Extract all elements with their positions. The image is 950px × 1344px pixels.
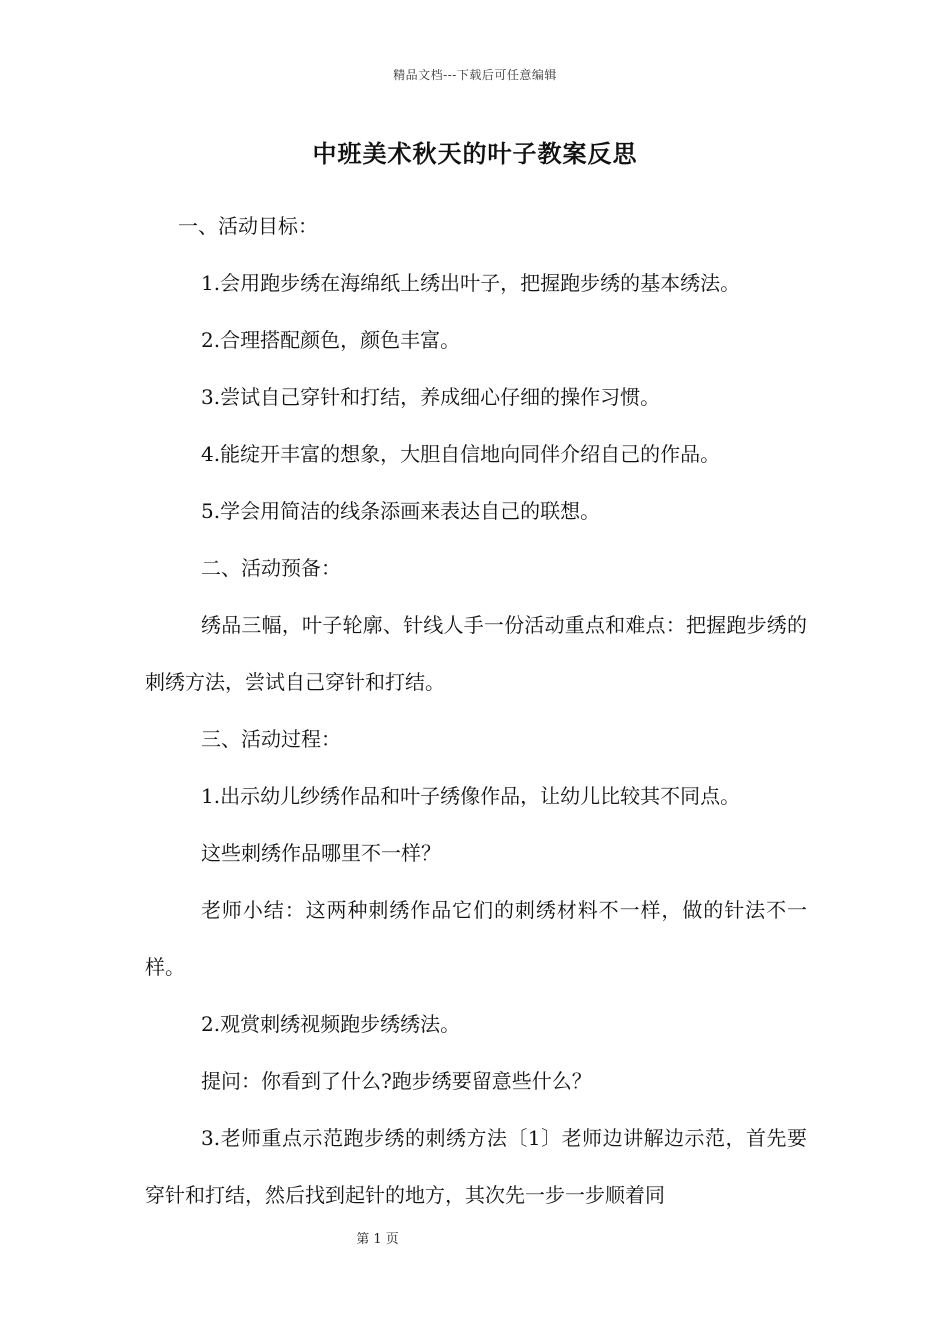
goal-item-2: 2.合理搭配颜色，颜色丰富。: [201, 328, 461, 352]
process-step-1: 1.出示幼儿纱绣作品和叶子绣像作品，让幼儿比较其不同点。: [201, 784, 741, 808]
goal-item-3: 3.尝试自己穿针和打结，养成细心仔细的操作习惯。: [201, 385, 661, 409]
teacher-summary-paragraph: 老师小结：这两种刺绣作品它们的刺绣材料不一样，做的针法不一样。: [145, 898, 807, 979]
process-question-1: 这些刺绣作品哪里不一样？: [201, 841, 441, 865]
process-step-3-paragraph: 3.老师重点示范跑步绣的刺绣方法〔1〕老师边讲解边示范，首先要穿针和打结，然后找到起针的地方，其次先一步一步顺着同: [145, 1126, 807, 1207]
preparation-paragraph: 绣品三幅，叶子轮廓、针线人手一份活动重点和难点：把握跑步绣的刺绣方法，尝试自己穿针和打结。: [145, 613, 807, 694]
section-heading-goals: 一、活动目标：: [178, 214, 318, 238]
goal-item-5: 5.学会用简洁的线条添画来表达自己的联想。: [201, 499, 601, 523]
section-heading-process: 三、活动过程：: [201, 727, 341, 751]
goal-item-1: 1.会用跑步绣在海绵纸上绣出叶子，把握跑步绣的基本绣法。: [201, 271, 741, 295]
document-body: [145, 198, 807, 1224]
page-number: 第 1 页: [356, 1232, 399, 1247]
goal-item-4: 4.能绽开丰富的想象，大胆自信地向同伴介绍自己的作品。: [201, 442, 721, 466]
process-step-2: 2.观赏刺绣视频跑步绣绣法。: [201, 1012, 461, 1036]
process-question-2: 提问：你看到了什么?跑步绣要留意些什么？: [201, 1069, 592, 1093]
document-title: 中班美术秋天的叶子教案反思: [312, 139, 638, 168]
page-header: 精品文档---下载后可任意编辑: [393, 68, 557, 82]
section-heading-preparation: 二、活动预备：: [201, 556, 341, 580]
